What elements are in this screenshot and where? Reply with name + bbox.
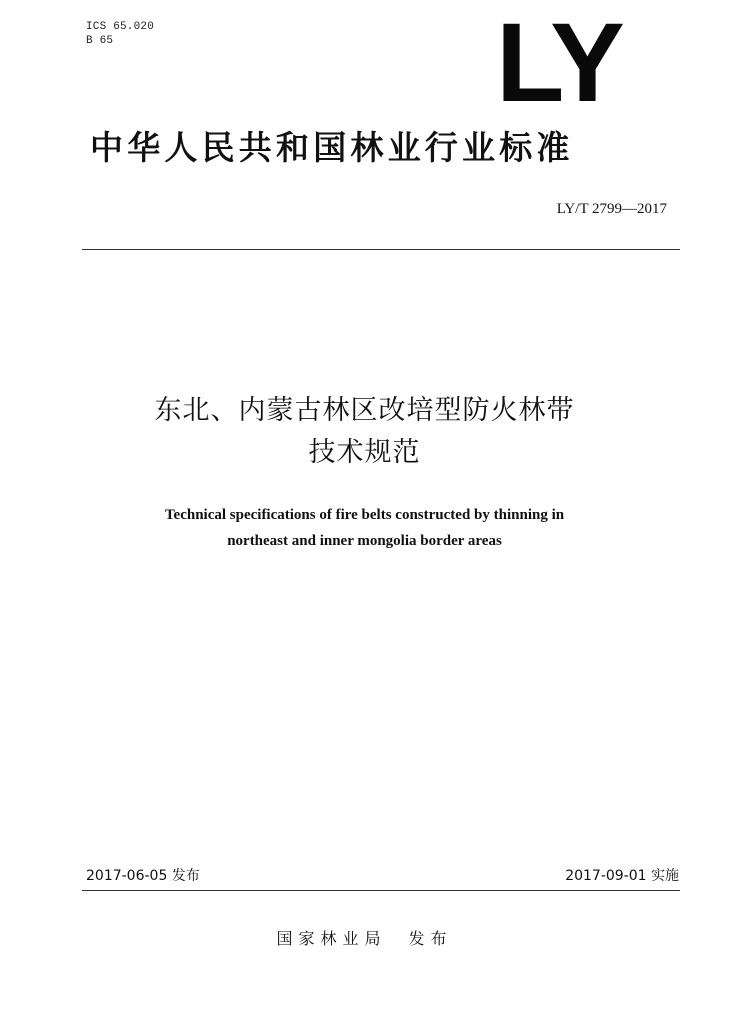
issue-date: 2017-06-05 发布 [86,868,200,884]
ccs-code: B 65 [86,35,114,47]
issuer [0,927,729,951]
english-title [0,502,729,554]
ly-logo: LY [496,0,621,125]
top-divider [82,249,680,250]
implementation-date: 2017-09-01 实施 [565,868,679,884]
chinese-title-line-2: 技术规范 [308,437,421,468]
chinese-title-line-1: 东北、内蒙古林区改培型防火林带 [154,395,575,426]
issuer-action: 发布 [408,929,453,948]
classification-codes [86,20,154,48]
chinese-title [0,390,729,474]
english-title-line-2: northeast and inner mongolia border areas [227,533,502,549]
bottom-divider [82,890,680,891]
org-title: 中华人民共和国林业行业标准 [90,128,574,167]
english-title-line-1: Technical specifications of fire belts constructed by thinning in [164,507,565,523]
ics-code: ICS 65.020 [86,21,155,33]
standard-number: LY/T 2799—2017 [556,201,667,217]
issuer-name: 国家林业局 [276,929,387,948]
